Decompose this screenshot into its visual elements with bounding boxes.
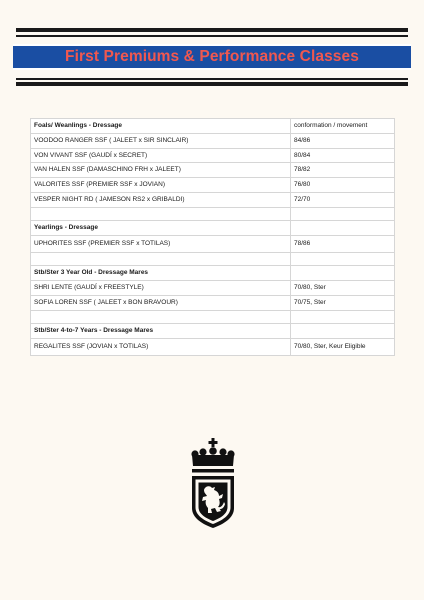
blank-cell	[291, 310, 395, 324]
table-row	[31, 221, 395, 236]
blank-cell	[291, 207, 395, 221]
blank-row	[31, 207, 395, 221]
table-row	[31, 119, 395, 134]
blank-cell	[291, 266, 395, 281]
blank-cell	[31, 207, 291, 221]
score: 80/84	[291, 148, 395, 163]
score: 70/80, Ster	[291, 281, 395, 296]
section-heading: Stb/Ster 3 Year Old - Dressage Mares	[31, 266, 291, 281]
horse-name: REGALITES SSF (JOVIAN x TOTILAS)	[31, 339, 291, 356]
bottom-rule-thick	[16, 82, 408, 86]
crowned-lion-shield-icon	[190, 438, 236, 530]
score: 78/86	[291, 236, 395, 253]
score: 78/82	[291, 163, 395, 178]
blank-cell	[31, 310, 291, 324]
section-heading: Stb/Ster 4-to-7 Years - Dressage Mares	[31, 324, 291, 339]
blank-cell	[291, 324, 395, 339]
table-row	[31, 295, 395, 310]
horse-name: VESPER NIGHT RD ( JAMESON RS2 x GRIBALDI)	[31, 192, 291, 207]
table-row	[31, 339, 395, 356]
score: 70/80, Ster, Keur Eligible	[291, 339, 395, 356]
table-row	[31, 281, 395, 296]
score: 84/86	[291, 133, 395, 148]
title-banner	[13, 44, 411, 70]
score: 76/80	[291, 178, 395, 193]
blank-row	[31, 252, 395, 266]
section-heading: Yearlings - Dressage	[31, 221, 291, 236]
bottom-rule-thin	[16, 78, 408, 80]
table-row	[31, 178, 395, 193]
blank-row	[31, 310, 395, 324]
blank-cell	[31, 252, 291, 266]
horse-name: VAN HALEN SSF (DAMASCHINO FRH x JALEET)	[31, 163, 291, 178]
horse-name: VON VIVANT SSF (GAUDÍ x SECRET)	[31, 148, 291, 163]
top-rule-thick	[16, 28, 408, 32]
top-rule-thin	[16, 35, 408, 37]
page-title: First Premiums & Performance Classes	[65, 48, 359, 65]
table-row	[31, 324, 395, 339]
horse-name: SHRI LENTE (GAUDÍ x FREESTYLE)	[31, 281, 291, 296]
results-table	[30, 118, 395, 356]
horse-name: VALORITES SSF (PREMIER SSF x JOVIAN)	[31, 178, 291, 193]
blank-cell	[291, 252, 395, 266]
score: 70/75, Ster	[291, 295, 395, 310]
table-row	[31, 163, 395, 178]
horse-name: VOODOO RANGER SSF ( JALEET x SIR SINCLAIR)	[31, 133, 291, 148]
horse-name: SOFIA LOREN SSF ( JALEET x BON BRAVOUR)	[31, 295, 291, 310]
section-heading: Foals/ Weanlings - Dressage	[31, 119, 291, 134]
column-header: conformation / movement	[291, 119, 395, 134]
horse-name: UPHORITES SSF (PREMIER SSF x TOTILAS)	[31, 236, 291, 253]
table-row	[31, 266, 395, 281]
table-row	[31, 192, 395, 207]
score: 72/70	[291, 192, 395, 207]
blank-cell	[291, 221, 395, 236]
table-row	[31, 148, 395, 163]
table-row	[31, 133, 395, 148]
table-row	[31, 236, 395, 253]
